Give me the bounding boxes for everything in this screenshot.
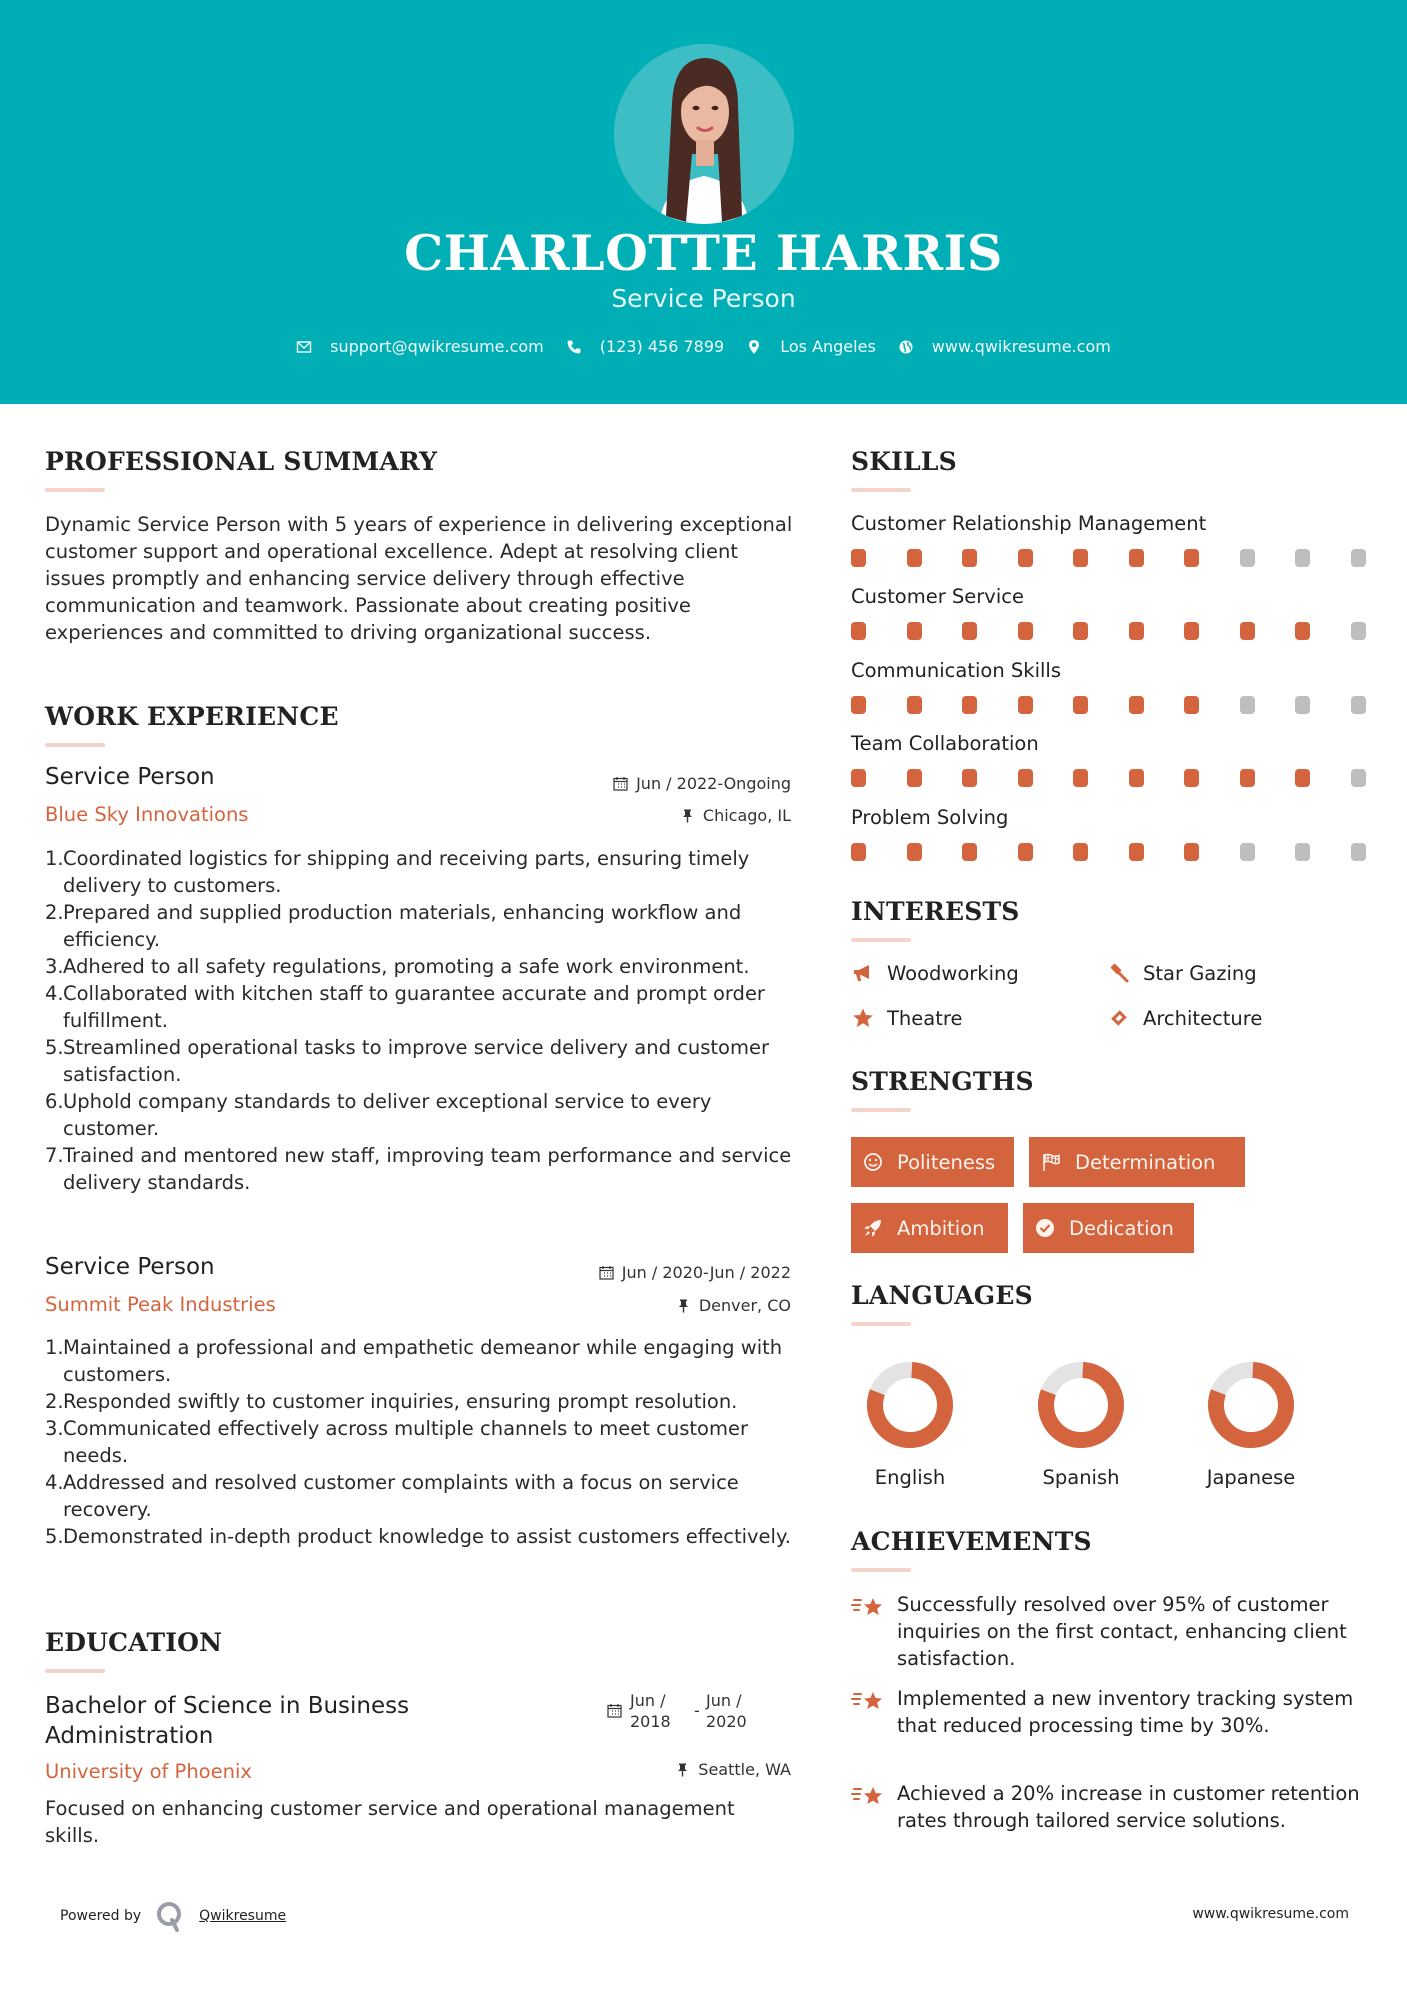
rating-dot-empty [1351, 549, 1366, 567]
rating-dot-empty [1295, 549, 1310, 567]
rating-dot-filled [907, 696, 922, 714]
education-location: Seattle, WA [675, 1760, 791, 1779]
section-heading-education: EDUCATION [45, 1628, 223, 1657]
contact-phone-text: (123) 456 7899 [599, 337, 725, 356]
language-donut-chart [1036, 1360, 1126, 1450]
contact-website-text: www.qwikresume.com [931, 337, 1111, 356]
achievement-item: Implemented a new inventory tracking system that reduced processing time by 30%. [851, 1685, 1371, 1739]
job-dates: Jun / 2020-Jun / 2022 [599, 1263, 791, 1282]
pushpin-icon [680, 808, 695, 823]
rating-dot-filled [907, 769, 922, 787]
strength-badge: Politeness [851, 1137, 1014, 1187]
education-description: Focused on enhancing customer service and operational management skills. [45, 1797, 735, 1847]
interest-item: Architecture [1107, 1006, 1262, 1030]
candidate-title: Service Person [611, 284, 796, 313]
skill-name: Customer Service [851, 585, 1024, 608]
rating-dot-filled [851, 843, 866, 861]
degree-title: Bachelor of Science in Business Administration [45, 1693, 410, 1749]
calendar-icon [599, 1265, 614, 1280]
smile-icon [863, 1152, 883, 1172]
language-name: English [874, 1466, 946, 1489]
rating-dot-filled [1240, 769, 1255, 787]
contact-location [746, 337, 876, 356]
pushpin-icon [676, 1298, 691, 1313]
rating-dot-empty [1351, 769, 1366, 787]
rating-dot-filled [851, 549, 866, 567]
language-item [1021, 1360, 1141, 1489]
achievement-item: Achieved a 20% increase in customer retention rates through tailored service solutions. [851, 1780, 1371, 1834]
rating-dot-filled [1184, 769, 1199, 787]
portrait-image [614, 44, 794, 224]
language-donut-chart [865, 1360, 955, 1450]
company-name: Blue Sky Innovations [45, 803, 249, 826]
globe-icon [898, 339, 914, 355]
rating-dot-empty [1240, 696, 1255, 714]
rating-dot-filled [851, 769, 866, 787]
rating-dot-filled [1129, 769, 1144, 787]
star-icon [851, 1006, 875, 1030]
rating-dot-filled [1129, 843, 1144, 861]
job-bullet: 1. Coordinated logistics for shipping and receiving parts, ensuring timely delivery to customers. [45, 847, 750, 897]
rating-dot-filled [1073, 549, 1088, 567]
section-underline [851, 1568, 911, 1572]
contact-email-text: support@qwikresume.com [330, 337, 544, 356]
rating-dot-empty [1351, 622, 1366, 640]
rating-dot-filled [907, 843, 922, 861]
section-underline [851, 938, 911, 942]
rocket-icon [863, 1218, 883, 1238]
interest-item: Woodworking [851, 961, 1019, 985]
contact-email[interactable] [296, 337, 544, 356]
qwikresume-logo-icon [155, 1900, 185, 1932]
contact-website[interactable] [898, 337, 1111, 356]
interest-item: Star Gazing [1107, 961, 1257, 985]
section-underline [45, 743, 105, 747]
rating-dot-filled [907, 622, 922, 640]
education-dates: Jun / 2018 - Jun / 2020 [607, 1690, 770, 1732]
profile-photo [614, 44, 794, 224]
resume-header [0, 0, 1407, 404]
rating-dot-filled [962, 622, 977, 640]
section-heading-summary: PROFESSIONAL SUMMARY [45, 447, 438, 476]
rating-dot-filled [1240, 622, 1255, 640]
skill-rating [851, 769, 1406, 787]
rating-dot-filled [1184, 696, 1199, 714]
job-bullet: 4. Collaborated with kitchen staff to guarantee accurate and prompt order fulfillment. [45, 982, 765, 1032]
rating-dot-filled [962, 843, 977, 861]
language-item [850, 1360, 970, 1489]
language-name: Japanese [1206, 1466, 1296, 1489]
skill-name: Communication Skills [851, 659, 1061, 682]
rating-dot-filled [1073, 622, 1088, 640]
skill-name: Problem Solving [851, 806, 1009, 829]
ticket-icon [1107, 1006, 1131, 1030]
section-heading-achievements: ACHIEVEMENTS [851, 1527, 1092, 1556]
section-underline [45, 1669, 105, 1673]
phone-icon [566, 339, 582, 355]
skill-rating [851, 549, 1406, 567]
job-bullets [45, 1334, 805, 1550]
rating-dot-filled [1018, 769, 1033, 787]
job-title: Service Person [45, 1254, 215, 1280]
rating-dot-filled [1184, 622, 1199, 640]
rating-dot-filled [1129, 622, 1144, 640]
rating-dot-filled [851, 622, 866, 640]
strength-badge: Dedication [1023, 1203, 1194, 1253]
skill-rating [851, 696, 1406, 714]
language-name: Spanish [1042, 1466, 1120, 1489]
rating-dot-filled [1295, 622, 1310, 640]
strength-badge: Determination [1029, 1137, 1245, 1187]
section-heading-languages: LANGUAGES [851, 1281, 1033, 1310]
section-underline [851, 488, 911, 492]
calendar-icon [613, 776, 628, 791]
megaphone-icon [851, 961, 875, 985]
language-donut-chart [1206, 1360, 1296, 1450]
job-title: Service Person [45, 764, 215, 790]
achievement-item: Successfully resolved over 95% of customer inquiries on the first contact, enhancing client satisfaction. [851, 1591, 1371, 1672]
flag-checkered-icon [1041, 1152, 1061, 1172]
section-heading-strengths: STRENGTHS [851, 1067, 1034, 1096]
job-dates: Jun / 2022-Ongoing [613, 774, 791, 793]
rating-dot-empty [1351, 696, 1366, 714]
rating-dot-empty [1295, 843, 1310, 861]
contact-phone[interactable] [566, 337, 724, 356]
rating-dot-empty [1240, 549, 1255, 567]
rating-dot-filled [851, 696, 866, 714]
rating-dot-filled [962, 769, 977, 787]
check-circle-icon [1035, 1218, 1055, 1238]
rating-dot-filled [1129, 696, 1144, 714]
rating-dot-filled [1018, 843, 1033, 861]
skill-name: Customer Relationship Management [851, 512, 1207, 535]
section-heading-skills: SKILLS [851, 447, 957, 476]
interest-item: Theatre [851, 1006, 962, 1030]
skill-name: Team Collaboration [851, 732, 1039, 755]
section-heading-interests: INTERESTS [851, 897, 1020, 926]
rating-dot-filled [1184, 549, 1199, 567]
skill-rating [851, 622, 1406, 640]
job-bullet: 2. Responded swiftly to customer inquiries, ensuring prompt resolution. [45, 1390, 738, 1413]
job-bullet: 6. Uphold company standards to deliver exceptional service to every customer. [45, 1090, 712, 1140]
rating-dot-empty [1240, 843, 1255, 861]
rating-dot-filled [1184, 843, 1199, 861]
rating-dot-filled [962, 549, 977, 567]
gavel-icon [1107, 961, 1131, 985]
job-bullets [45, 845, 805, 1196]
calendar-icon [607, 1702, 622, 1717]
qwikresume-link[interactable]: Qwikresume [199, 1908, 287, 1924]
school-name: University of Phoenix [45, 1760, 252, 1783]
shooting-star-icon [851, 1688, 885, 1718]
footer-powered-by: Powered by Qwikresume [60, 1900, 286, 1932]
rating-dot-filled [1073, 769, 1088, 787]
job-bullet: 3. Communicated effectively across multiple channels to meet customer needs. [45, 1417, 748, 1467]
rating-dot-empty [1351, 843, 1366, 861]
job-bullet: 2. Prepared and supplied production materials, enhancing workflow and efficiency. [45, 901, 742, 951]
job-bullet: 3. Adhered to all safety regulations, promoting a safe work environment. [45, 955, 750, 978]
pushpin-icon [675, 1762, 690, 1777]
skill-rating [851, 843, 1406, 861]
job-location: Denver, CO [676, 1296, 791, 1315]
strength-badge: Ambition [851, 1203, 1008, 1253]
rating-dot-filled [907, 549, 922, 567]
candidate-name: CHARLOTTE HARRIS [404, 224, 1003, 282]
contact-location-text: Los Angeles [780, 337, 876, 356]
rating-dot-filled [1018, 696, 1033, 714]
section-underline [851, 1108, 911, 1112]
job-bullet: 4. Addressed and resolved customer complaints with a focus on service recovery. [45, 1471, 739, 1521]
rating-dot-filled [1073, 843, 1088, 861]
rating-dot-filled [962, 696, 977, 714]
rating-dot-filled [1295, 769, 1310, 787]
rating-dot-filled [1018, 549, 1033, 567]
language-item [1191, 1360, 1311, 1489]
shooting-star-icon [851, 1783, 885, 1813]
rating-dot-filled [1073, 696, 1088, 714]
map-marker-icon [746, 339, 762, 355]
job-bullet: 7. Trained and mentored new staff, improving team performance and service delivery standards. [45, 1144, 792, 1194]
job-bullet: 5. Demonstrated in-depth product knowledge to assist customers effectively. [45, 1525, 791, 1548]
shooting-star-icon [851, 1594, 885, 1624]
footer-website-link[interactable]: www.qwikresume.com [1192, 1906, 1349, 1922]
job-location: Chicago, IL [680, 806, 791, 825]
summary-text: Dynamic Service Person with 5 years of experience in delivering exceptional customer support and operational excellence. Adept at resolving client issues promptly and enhancing service delivery through effective communication and teamwork. Passionate about creating positive experiences and committed to driving organizational success. [45, 513, 793, 644]
company-name: Summit Peak Industries [45, 1293, 276, 1316]
envelope-icon [296, 339, 312, 355]
section-underline [851, 1322, 911, 1326]
contact-bar [0, 337, 1407, 356]
section-heading-experience: WORK EXPERIENCE [45, 702, 339, 731]
rating-dot-filled [1129, 549, 1144, 567]
job-bullet: 1. Maintained a professional and empathetic demeanor while engaging with customers. [45, 1336, 783, 1386]
rating-dot-filled [1018, 622, 1033, 640]
rating-dot-empty [1295, 696, 1310, 714]
section-underline [45, 488, 105, 492]
job-bullet: 5. Streamlined operational tasks to improve service delivery and customer satisfaction. [45, 1036, 769, 1086]
